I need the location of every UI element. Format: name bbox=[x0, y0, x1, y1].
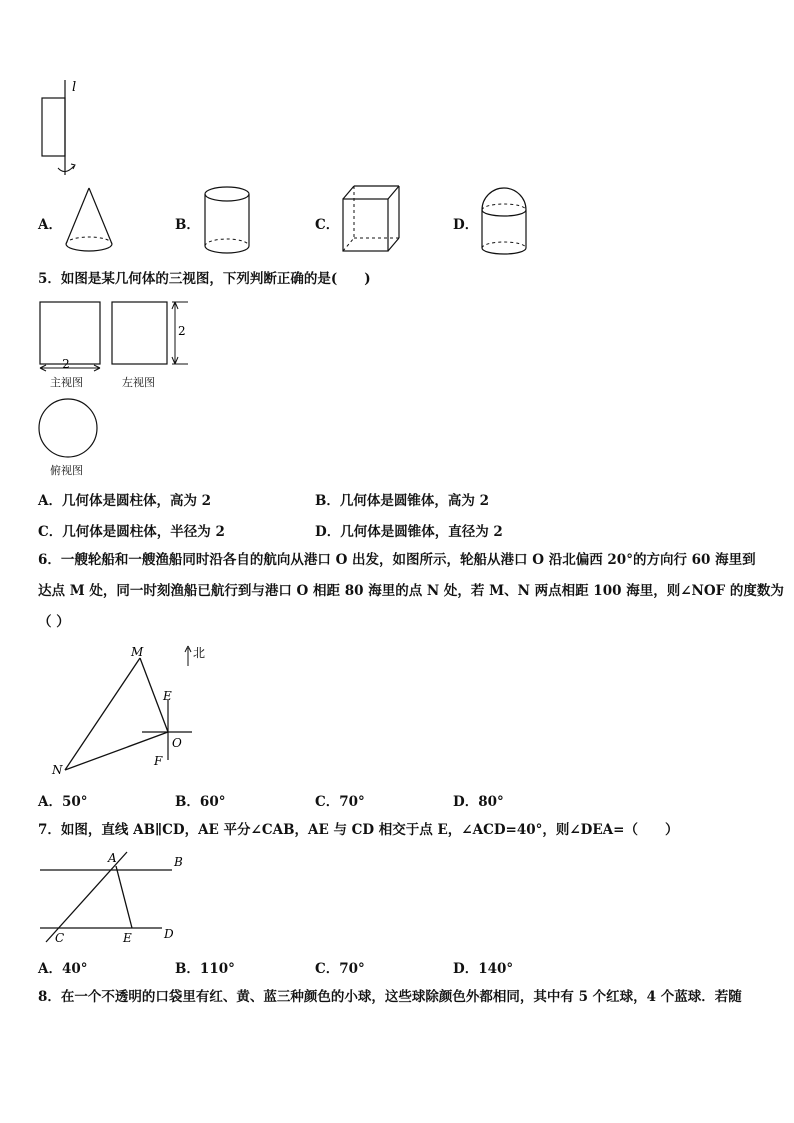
point-e-label: E bbox=[123, 931, 132, 945]
q6-option-a: A．50° bbox=[38, 794, 88, 810]
q7-stem: 7．如图，直线 AB∥CD，AE 平分∠CAB，AE 与 CD 相交于点 E，∠ACD=40°，则∠DEA=（ ） bbox=[38, 822, 679, 838]
q5-option-b: B．几何体是圆锥体，高为 2 bbox=[315, 493, 490, 509]
point-f-label: F bbox=[154, 754, 163, 768]
q8-stem: 8．在一个不透明的口袋里有红、黄、蓝三种颜色的小球，这些球除颜色外都相同，其中有 5 个红球，4 个蓝球．若随 bbox=[38, 989, 742, 1005]
north-label: 北 bbox=[193, 646, 206, 660]
width-dimension: 2 bbox=[62, 357, 70, 371]
q5-option-c: C．几何体是圆柱体，半径为 2 bbox=[38, 524, 225, 540]
q4-option-d-letter: D． bbox=[453, 217, 479, 233]
side-view-label: 左视图 bbox=[122, 376, 155, 389]
q5-option-d: D．几何体是圆锥体，直径为 2 bbox=[315, 524, 503, 540]
q5-stem: 5．如图是某几何体的三视图，下列判断正确的是( ) bbox=[38, 271, 371, 287]
q6-option-c: C．70° bbox=[315, 794, 365, 810]
point-m-label: M bbox=[131, 645, 144, 659]
q7-option-a: A．40° bbox=[38, 961, 88, 977]
q5-option-a: A．几何体是圆柱体，高为 2 bbox=[38, 493, 212, 509]
q6-stem-line2: 达点 M 处，同一时刻渔船已航行到与港口 O 相距 80 海里的点 N 处，若 M、N 两点相距 100 海里，则∠NOF 的度数为 bbox=[38, 583, 784, 599]
q4-option-a-letter: A． bbox=[38, 217, 62, 233]
q6-stem-line3: （ ） bbox=[38, 614, 70, 630]
axis-label-l: l bbox=[72, 80, 77, 95]
q6-option-b: B．60° bbox=[175, 794, 226, 810]
q4-option-b-letter: B． bbox=[175, 217, 200, 233]
point-a-label: A bbox=[108, 851, 117, 865]
q7-option-d: D．140° bbox=[453, 961, 514, 977]
point-b-label: B bbox=[174, 855, 183, 869]
height-dimension: 2 bbox=[178, 324, 186, 338]
top-view-label: 俯视图 bbox=[50, 464, 83, 477]
point-e-label: E bbox=[163, 689, 172, 703]
point-c-label: C bbox=[55, 931, 65, 945]
q4-option-c-letter: C． bbox=[315, 217, 340, 233]
q6-option-d: D．80° bbox=[453, 794, 504, 810]
point-o-label: O bbox=[172, 736, 182, 750]
point-n-label: N bbox=[52, 763, 63, 777]
q6-stem-line1: 6．一艘轮船和一艘渔船同时沿各自的航向从港口 O 出发，如图所示，轮船从港口 O 沿北偏西 20°的方向行 60 海里到 bbox=[38, 552, 756, 568]
q7-option-c: C．70° bbox=[315, 961, 365, 977]
front-view-label: 主视图 bbox=[50, 376, 83, 389]
q7-option-b: B．110° bbox=[175, 961, 235, 977]
point-d-label: D bbox=[164, 927, 174, 941]
